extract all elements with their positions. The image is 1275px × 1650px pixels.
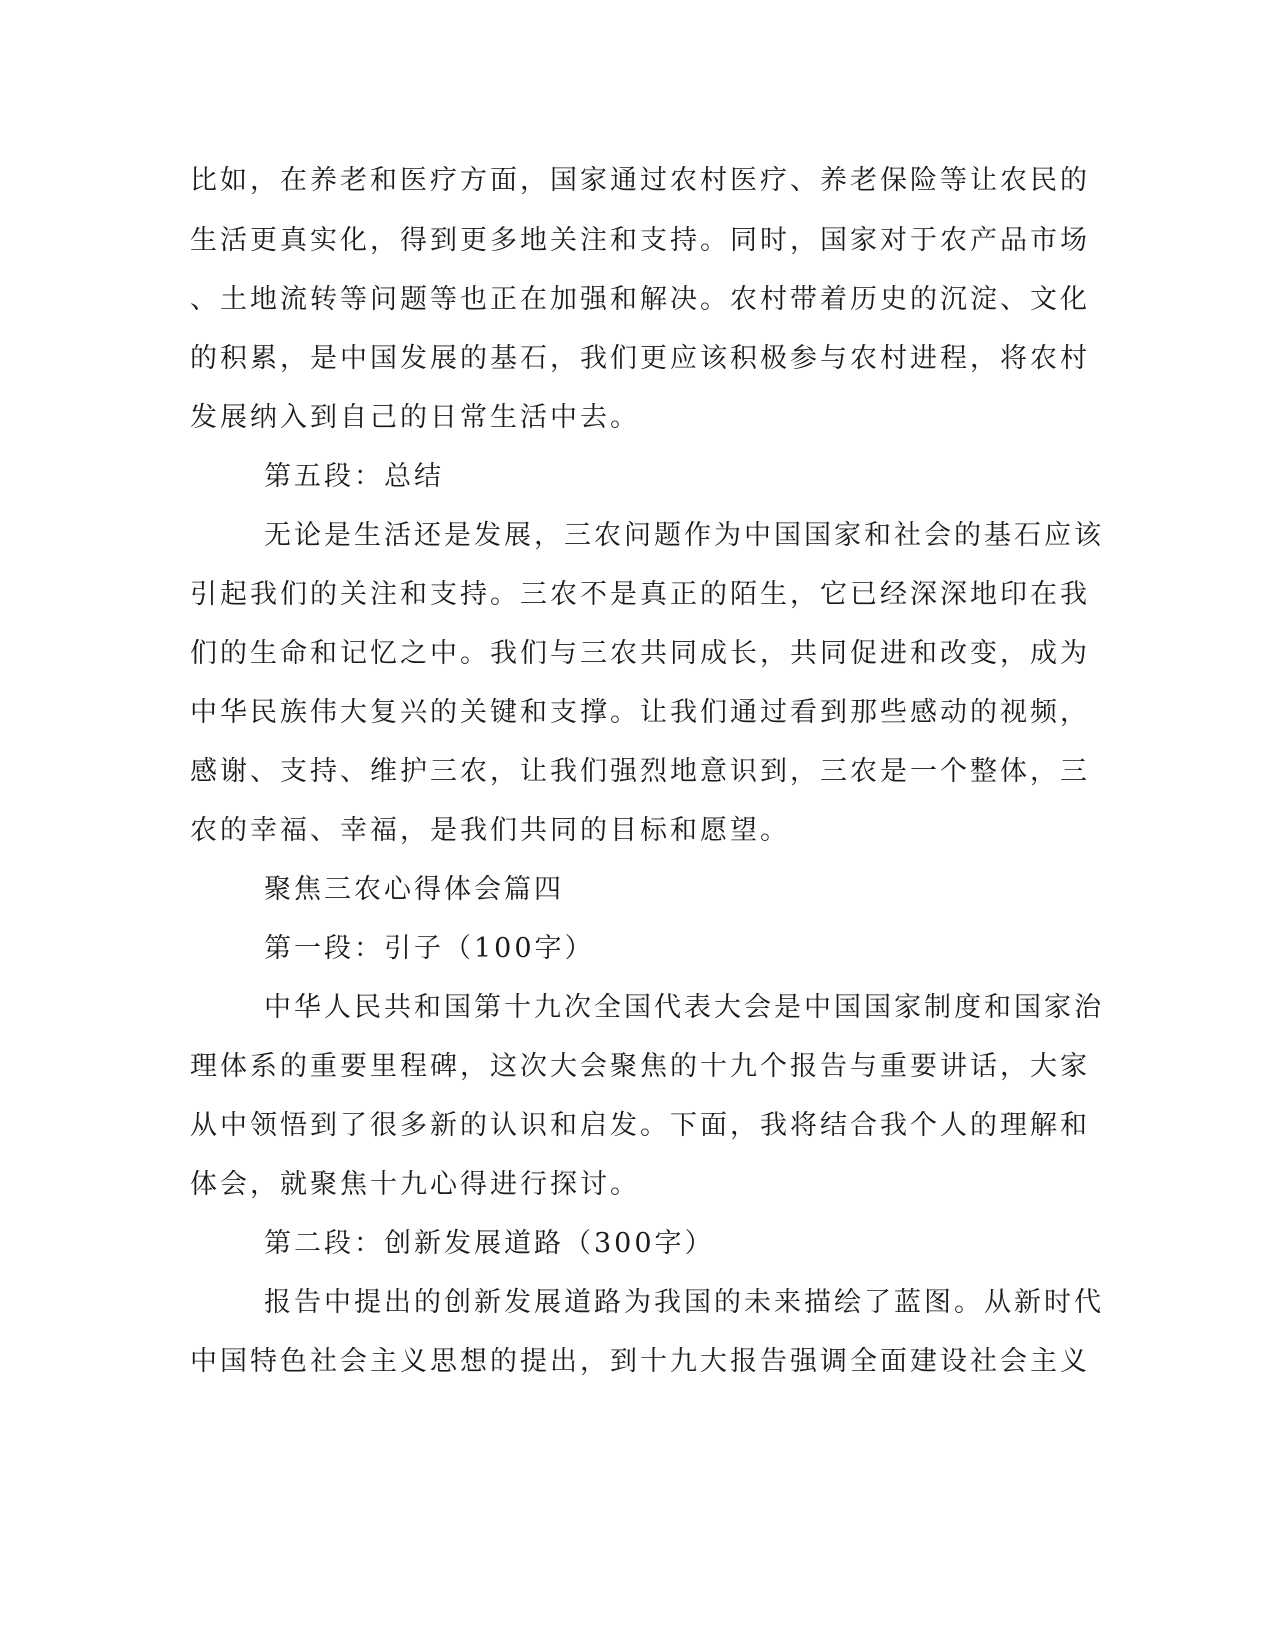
- text-line: 中国特色社会主义思想的提出，到十九大报告强调全面建设社会主义: [190, 1346, 1090, 1377]
- text-line: 从中领悟到了很多新的认识和启发。下面，我将结合我个人的理解和: [190, 1110, 1090, 1141]
- section-heading: 第一段：引子（100字）: [264, 933, 595, 964]
- text-line: 理体系的重要里程碑，这次大会聚焦的十九个报告与重要讲话，大家: [190, 1051, 1090, 1082]
- text-line: 中华人民共和国第十九次全国代表大会是中国国家制度和国家治: [264, 992, 1104, 1023]
- text-line: 的积累，是中国发展的基石，我们更应该积极参与农村进程，将农村: [190, 343, 1090, 374]
- text-line: 农的幸福、幸福，是我们共同的目标和愿望。: [190, 815, 790, 846]
- text-line: 们的生命和记忆之中。我们与三农共同成长，共同促进和改变，成为: [190, 638, 1090, 669]
- text-line: 、土地流转等问题等也正在加强和解决。农村带着历史的沉淀、文化: [190, 284, 1090, 315]
- text-line: 生活更真实化，得到更多地关注和支持。同时，国家对于农产品市场: [190, 225, 1090, 256]
- text-line: 引起我们的关注和支持。三农不是真正的陌生，它已经深深地印在我: [190, 579, 1090, 610]
- section-heading: 第二段：创新发展道路（300字）: [264, 1228, 715, 1259]
- text-line: 体会，就聚焦十九心得进行探讨。: [190, 1169, 640, 1200]
- text-line: 感谢、支持、维护三农，让我们强烈地意识到，三农是一个整体，三: [190, 756, 1090, 787]
- article-title: 聚焦三农心得体会篇四: [264, 874, 564, 905]
- text-line: 无论是生活还是发展，三农问题作为中国国家和社会的基石应该: [264, 520, 1104, 551]
- text-line: 报告中提出的创新发展道路为我国的未来描绘了蓝图。从新时代: [264, 1287, 1104, 1318]
- text-line: 发展纳入到自己的日常生活中去。: [190, 402, 640, 433]
- section-heading: 第五段：总结: [264, 461, 444, 492]
- text-line: 比如，在养老和医疗方面，国家通过农村医疗、养老保险等让农民的: [190, 165, 1090, 196]
- text-line: 中华民族伟大复兴的关键和支撑。让我们通过看到那些感动的视频，: [190, 697, 1090, 728]
